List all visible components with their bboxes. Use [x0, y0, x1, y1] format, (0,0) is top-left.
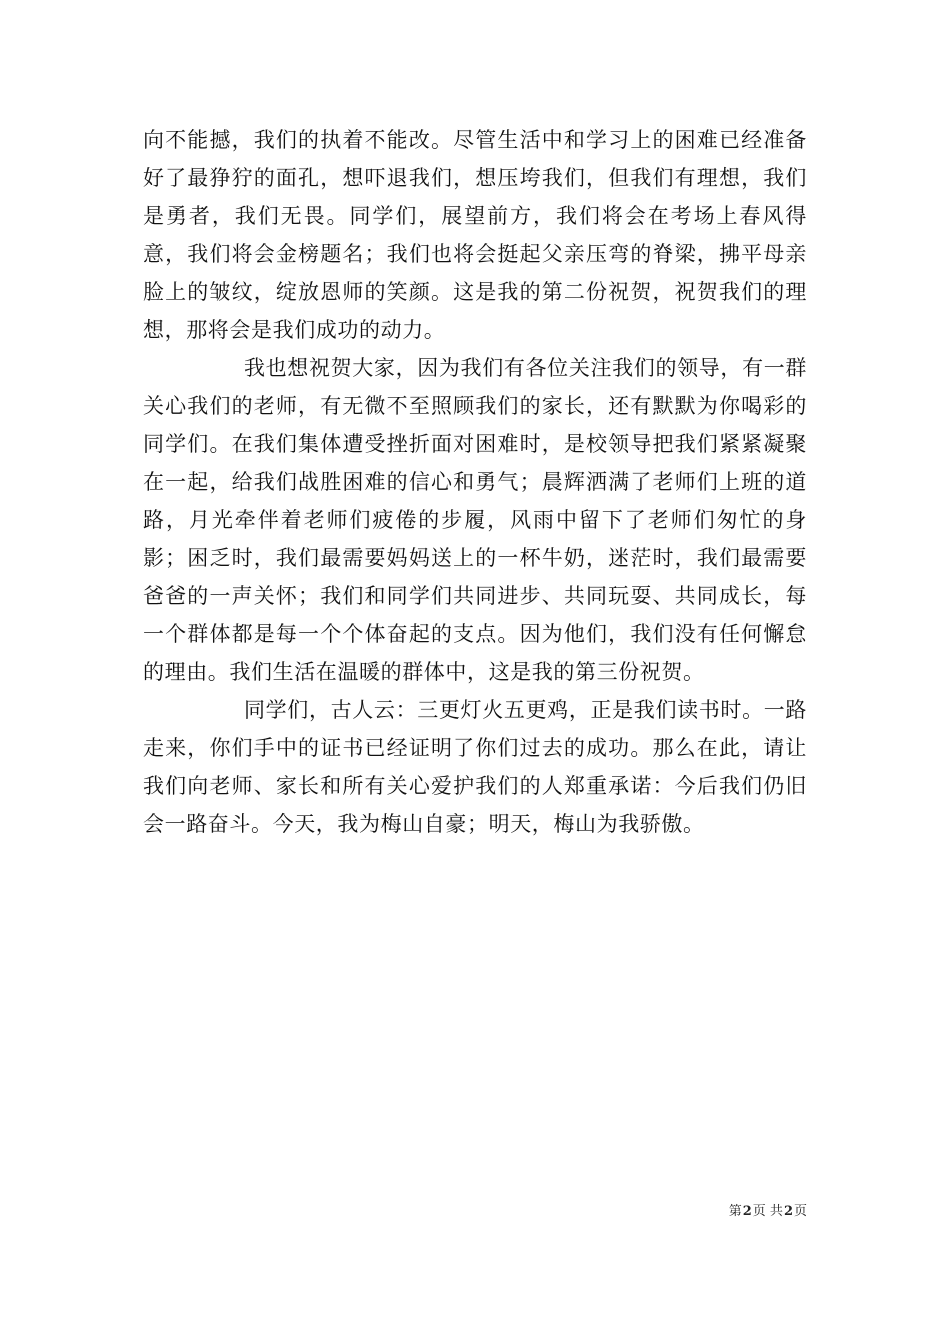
paragraph-2: 我也想祝贺大家，因为我们有各位关注我们的领导，有一群关心我们的老师，有无微不至照顾我们的家长，还有默默为你喝彩的同学们。在我们集体遭受挫折面对困难时，是校领导把我们紧紧凝聚在一起，给我们战胜困难的信心和勇气；晨辉洒满了老师们上班的道路，月光牵伴着老师们疲倦的步履，风雨中留下了老师们匆忙的身影；困乏时，我们最需要妈妈送上的一杯牛奶，迷茫时，我们最需要爸爸的一声关怀；我们和同学们共同进步、共同玩耍、共同成长，每一个群体都是每一个个体奋起的支点。因为他们，我们没有任何懈怠的理由。我们生活在温暖的群体中，这是我的第三份祝贺。 — [143, 356, 807, 684]
paragraph-3: 同学们，古人云：三更灯火五更鸡，正是我们读书时。一路走来，你们手中的证书已经证明了你们过去的成功。那么在此，请让我们向老师、家长和所有关心爱护我们的人郑重承诺：今后我们仍旧会一路奋斗。今天，我为梅山自豪；明天，梅山为我骄傲。 — [143, 698, 807, 836]
footer-prefix: 第 — [728, 1204, 742, 1219]
footer-middle: 页 共 — [752, 1204, 783, 1219]
footer-suffix: 页 — [793, 1204, 807, 1219]
footer-page-number: 2 — [742, 1204, 752, 1219]
page-footer — [0, 1203, 807, 1221]
footer-total-pages: 2 — [783, 1204, 793, 1219]
paragraph-1: 向不能撼，我们的执着不能改。尽管生活中和学习上的困难已经准备好了最狰狞的面孔，想吓退我们，想压垮我们，但我们有理想，我们是勇者，我们无畏。同学们，展望前方，我们将会在考场上春风得意，我们将会金榜题名；我们也将会挺起父亲压弯的脊梁，拂平母亲脸上的皱纹，绽放恩师的笑颜。这是我的第二份祝贺，祝贺我们的理想，那将会是我们成功的动力。 — [143, 128, 807, 342]
document-body — [143, 121, 807, 843]
